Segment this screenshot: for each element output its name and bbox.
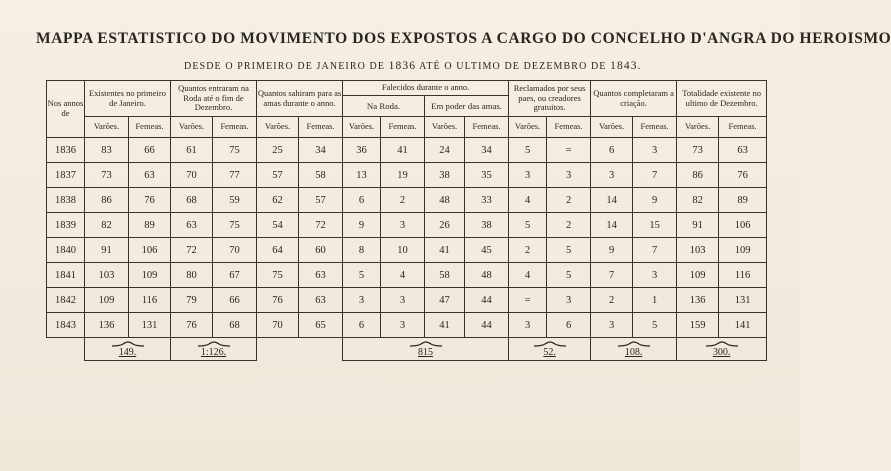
value-cell: =: [509, 288, 547, 313]
total-reclamados-cell: [509, 338, 591, 361]
value-cell: 136: [677, 288, 719, 313]
subheader-varoes: Varões.: [85, 117, 129, 138]
value-cell: 2: [591, 288, 633, 313]
value-cell: 5: [509, 213, 547, 238]
value-cell: 44: [465, 313, 509, 338]
value-cell: 58: [299, 163, 343, 188]
value-cell: 9: [343, 213, 381, 238]
total-entraram: 1:126.: [200, 346, 227, 358]
value-cell: 82: [677, 188, 719, 213]
value-cell: 70: [257, 313, 299, 338]
value-cell: 2: [547, 188, 591, 213]
value-cell: 5: [547, 238, 591, 263]
value-cell: 82: [85, 213, 129, 238]
subheader-femeas: Femeas.: [633, 117, 677, 138]
total-falecidos-cell: [343, 338, 509, 361]
value-cell: 89: [129, 213, 171, 238]
value-cell: 25: [257, 138, 299, 163]
statistics-table: [46, 80, 767, 361]
total-existentes: 149.: [118, 346, 137, 358]
value-cell: 48: [465, 263, 509, 288]
value-cell: 34: [465, 138, 509, 163]
value-cell: 19: [381, 163, 425, 188]
value-cell: 109: [129, 263, 171, 288]
value-cell: 5: [633, 313, 677, 338]
subtitle-year-end: 1843.: [610, 60, 642, 72]
value-cell: 14: [591, 213, 633, 238]
value-cell: 7: [591, 263, 633, 288]
value-cell: 38: [425, 163, 465, 188]
value-cell: 3: [381, 213, 425, 238]
value-cell: 7: [633, 163, 677, 188]
value-cell: 57: [299, 188, 343, 213]
value-cell: 76: [719, 163, 767, 188]
value-cell: 131: [129, 313, 171, 338]
value-cell: 86: [85, 188, 129, 213]
value-cell: 141: [719, 313, 767, 338]
value-cell: 3: [547, 163, 591, 188]
year-cell: 1841: [47, 263, 85, 288]
value-cell: 79: [171, 288, 213, 313]
value-cell: 33: [465, 188, 509, 213]
value-cell: 116: [129, 288, 171, 313]
value-cell: 2: [509, 238, 547, 263]
value-cell: 68: [213, 313, 257, 338]
table-row: [47, 238, 767, 263]
value-cell: 6: [591, 138, 633, 163]
table-row: [47, 313, 767, 338]
value-cell: 76: [171, 313, 213, 338]
value-cell: 3: [509, 163, 547, 188]
table-row: [47, 163, 767, 188]
value-cell: 54: [257, 213, 299, 238]
value-cell: 80: [171, 263, 213, 288]
value-cell: 109: [85, 288, 129, 313]
value-cell: 6: [343, 188, 381, 213]
value-cell: 70: [171, 163, 213, 188]
value-cell: 5: [547, 263, 591, 288]
total-totalidade-cell: [677, 338, 767, 361]
year-cell: 1837: [47, 163, 85, 188]
subtitle-middle: ATÉ O ULTIMO DE DEZEMBRO DE: [419, 61, 607, 72]
value-cell: 4: [509, 188, 547, 213]
subtitle-year-start: 1836: [388, 60, 417, 72]
total-falecidos: 815: [418, 346, 434, 358]
value-cell: 106: [129, 238, 171, 263]
value-cell: 67: [213, 263, 257, 288]
subheader-femeas: Femeas.: [299, 117, 343, 138]
value-cell: 6: [547, 313, 591, 338]
subheader-femeas: Femeas.: [213, 117, 257, 138]
value-cell: 68: [171, 188, 213, 213]
document-subtitle: [184, 60, 642, 72]
total-completaram-cell: [591, 338, 677, 361]
value-cell: 58: [425, 263, 465, 288]
value-cell: =: [547, 138, 591, 163]
value-cell: 5: [343, 263, 381, 288]
header-sahiram: Quantos sahiram para as amas durante o anno.: [257, 81, 343, 117]
value-cell: 3: [633, 138, 677, 163]
value-cell: 13: [343, 163, 381, 188]
value-cell: 6: [343, 313, 381, 338]
value-cell: 41: [425, 313, 465, 338]
value-cell: 75: [213, 213, 257, 238]
header-falecidos: Falecidos durante o anno.: [343, 81, 509, 96]
value-cell: 48: [425, 188, 465, 213]
value-cell: 72: [171, 238, 213, 263]
value-cell: 77: [213, 163, 257, 188]
value-cell: 86: [677, 163, 719, 188]
total-completaram: 108.: [624, 346, 643, 358]
subheader-femeas: Femeas.: [547, 117, 591, 138]
value-cell: 15: [633, 213, 677, 238]
value-cell: 5: [509, 138, 547, 163]
document-title: MAPPA ESTATISTICO DO MOVIMENTO DOS EXPOSTOS A CARGO DO CONCELHO D'ANGRA DO HEROISMO: [36, 30, 891, 47]
total-totalidade: 300.: [712, 346, 731, 358]
value-cell: 75: [213, 138, 257, 163]
value-cell: 14: [591, 188, 633, 213]
subheader-femeas: Femeas.: [129, 117, 171, 138]
header-completaram: Quantos completaram a criação.: [591, 81, 677, 117]
value-cell: 131: [719, 288, 767, 313]
value-cell: 116: [719, 263, 767, 288]
subheader-varoes: Varões.: [257, 117, 299, 138]
value-cell: 63: [299, 288, 343, 313]
value-cell: 9: [633, 188, 677, 213]
value-cell: 41: [381, 138, 425, 163]
value-cell: 66: [129, 138, 171, 163]
header-reclamados: Reclamados por seus paes, ou creadores gratuitos.: [509, 81, 591, 117]
year-cell: 1838: [47, 188, 85, 213]
value-cell: 91: [85, 238, 129, 263]
value-cell: 3: [343, 288, 381, 313]
value-cell: 3: [591, 313, 633, 338]
value-cell: 63: [171, 213, 213, 238]
value-cell: 136: [85, 313, 129, 338]
value-cell: 3: [633, 263, 677, 288]
header-na-roda: Na Roda.: [343, 96, 425, 117]
sub-header-row: [47, 117, 767, 138]
value-cell: 62: [257, 188, 299, 213]
value-cell: 63: [719, 138, 767, 163]
value-cell: 65: [299, 313, 343, 338]
value-cell: 72: [299, 213, 343, 238]
subheader-varoes: Varões.: [343, 117, 381, 138]
value-cell: 38: [465, 213, 509, 238]
value-cell: 109: [719, 238, 767, 263]
subheader-varoes: Varões.: [677, 117, 719, 138]
value-cell: 3: [509, 313, 547, 338]
value-cell: 57: [257, 163, 299, 188]
value-cell: 64: [257, 238, 299, 263]
value-cell: 34: [299, 138, 343, 163]
header-entraram: Quantos entraram na Roda até o fim de Dezembro.: [171, 81, 257, 117]
value-cell: 63: [129, 163, 171, 188]
value-cell: 103: [85, 263, 129, 288]
year-cell: 1840: [47, 238, 85, 263]
value-cell: 35: [465, 163, 509, 188]
value-cell: 2: [547, 213, 591, 238]
value-cell: 44: [465, 288, 509, 313]
value-cell: 4: [509, 263, 547, 288]
value-cell: 4: [381, 263, 425, 288]
value-cell: 3: [381, 288, 425, 313]
value-cell: 109: [677, 263, 719, 288]
value-cell: 9: [591, 238, 633, 263]
value-cell: 7: [633, 238, 677, 263]
value-cell: 60: [299, 238, 343, 263]
totals-row: [47, 338, 767, 361]
subheader-femeas: Femeas.: [465, 117, 509, 138]
year-cell: 1839: [47, 213, 85, 238]
subheader-femeas: Femeas.: [719, 117, 767, 138]
value-cell: 75: [257, 263, 299, 288]
table-row: [47, 288, 767, 313]
value-cell: 106: [719, 213, 767, 238]
value-cell: 10: [381, 238, 425, 263]
value-cell: 1: [633, 288, 677, 313]
table-row: [47, 138, 767, 163]
table-row: [47, 188, 767, 213]
value-cell: 89: [719, 188, 767, 213]
value-cell: 8: [343, 238, 381, 263]
table-row: [47, 263, 767, 288]
value-cell: 70: [213, 238, 257, 263]
value-cell: 26: [425, 213, 465, 238]
value-cell: 3: [381, 313, 425, 338]
value-cell: 59: [213, 188, 257, 213]
table-body: [47, 138, 767, 338]
subtitle-text: DESDE O PRIMEIRO DE JANEIRO DE: [184, 61, 386, 72]
value-cell: 66: [213, 288, 257, 313]
value-cell: 103: [677, 238, 719, 263]
subheader-varoes: Varões.: [509, 117, 547, 138]
header-totalidade: Totalidade existente no ultimo de Dezembro.: [677, 81, 767, 117]
header-existentes: Existentes no primeiro de Janeiro.: [85, 81, 171, 117]
value-cell: 61: [171, 138, 213, 163]
year-cell: 1842: [47, 288, 85, 313]
total-reclamados: 52.: [543, 346, 556, 358]
total-existentes-cell: [85, 338, 171, 361]
value-cell: 159: [677, 313, 719, 338]
value-cell: 45: [465, 238, 509, 263]
subheader-femeas: Femeas.: [381, 117, 425, 138]
subheader-varoes: Varões.: [171, 117, 213, 138]
year-cell: 1843: [47, 313, 85, 338]
value-cell: 73: [85, 163, 129, 188]
value-cell: 3: [547, 288, 591, 313]
value-cell: 76: [257, 288, 299, 313]
value-cell: 24: [425, 138, 465, 163]
year-cell: 1836: [47, 138, 85, 163]
value-cell: 91: [677, 213, 719, 238]
value-cell: 83: [85, 138, 129, 163]
value-cell: 76: [129, 188, 171, 213]
value-cell: 41: [425, 238, 465, 263]
value-cell: 47: [425, 288, 465, 313]
value-cell: 3: [591, 163, 633, 188]
value-cell: 36: [343, 138, 381, 163]
total-entraram-cell: [171, 338, 257, 361]
value-cell: 2: [381, 188, 425, 213]
header-years: Nos annos de: [47, 81, 85, 138]
subheader-varoes: Varões.: [591, 117, 633, 138]
subheader-varoes: Varões.: [425, 117, 465, 138]
header-em-poder: Em poder das amas.: [425, 96, 509, 117]
table-row: [47, 213, 767, 238]
value-cell: 63: [299, 263, 343, 288]
value-cell: 73: [677, 138, 719, 163]
